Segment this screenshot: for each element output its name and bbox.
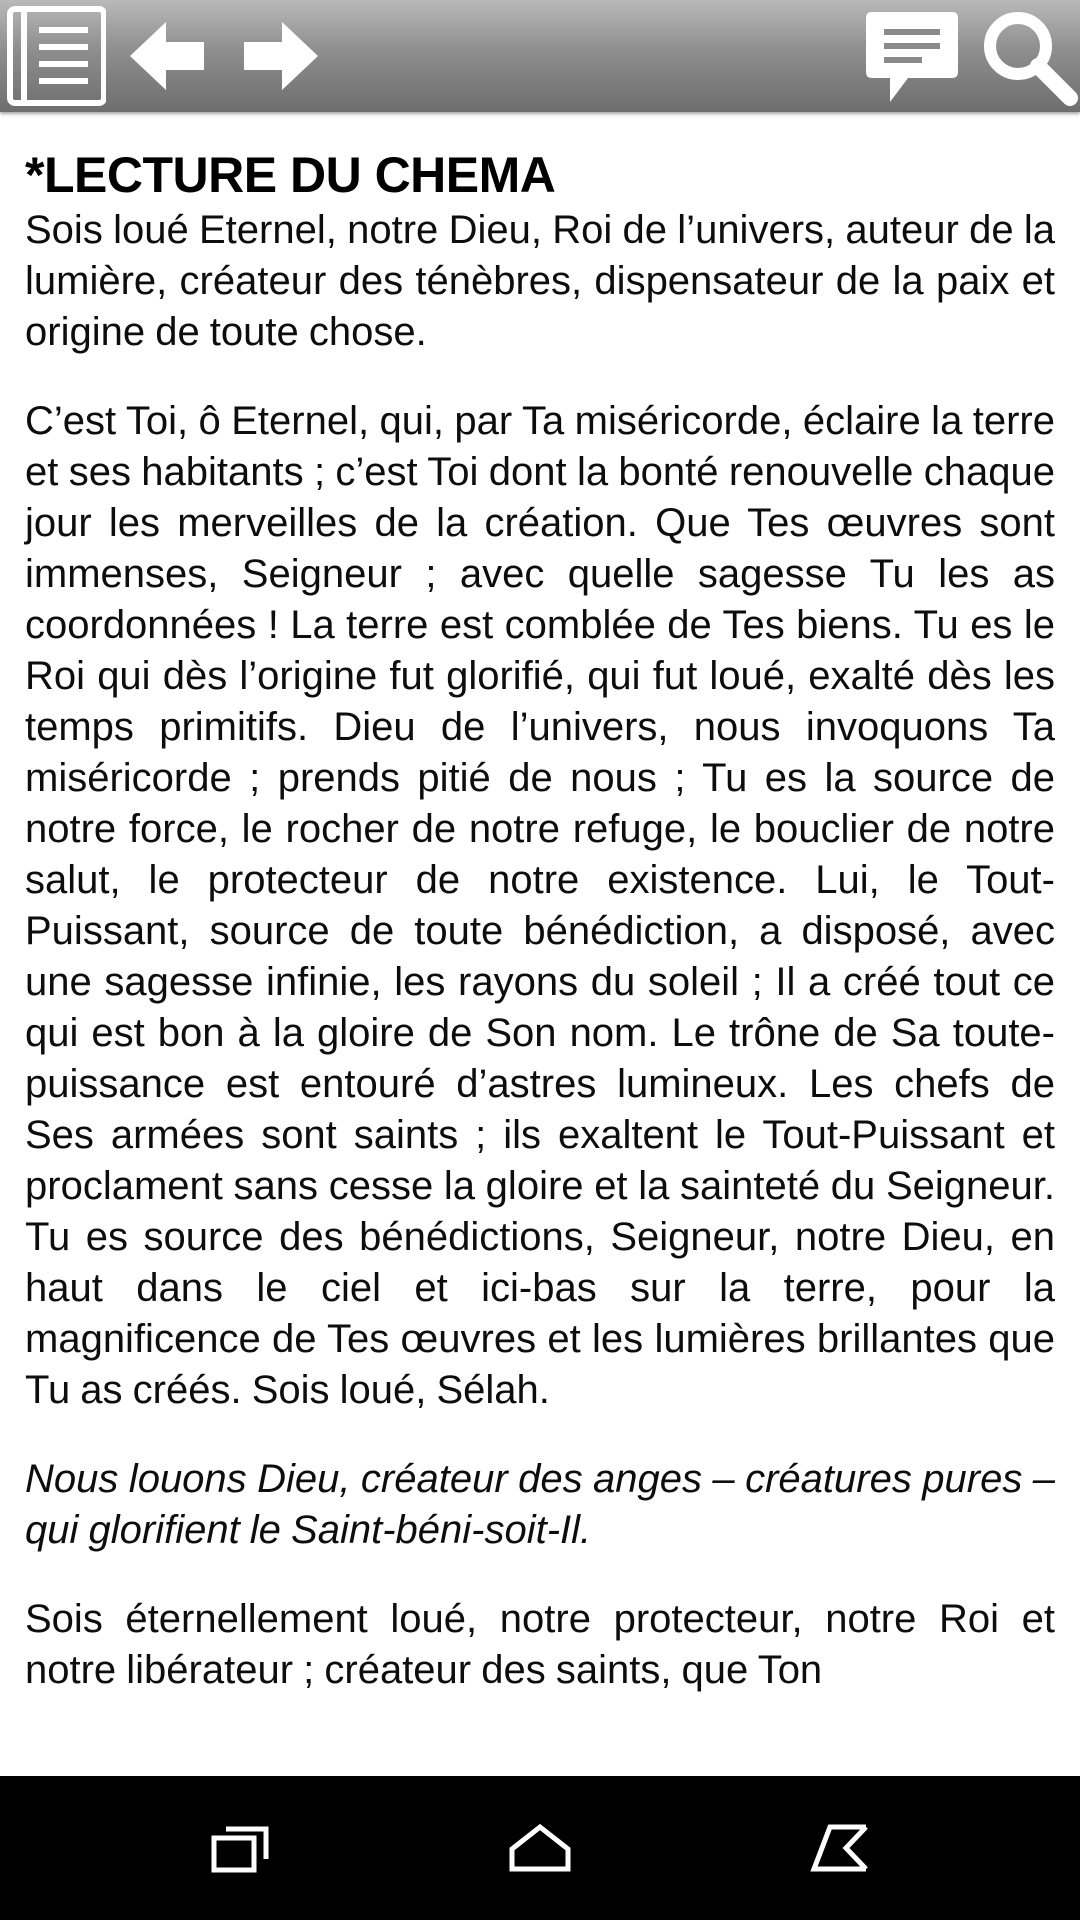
back-icon [810,1823,870,1873]
recent-apps-button[interactable] [180,1806,300,1890]
paragraph-4: Sois éternellement loué, notre protecteur, notre Roi et notre libérateur ; créateur des saints, que Ton [25,1597,1055,1692]
search-button[interactable] [978,6,1078,106]
arrow-right-icon [240,18,320,94]
back-button[interactable] [780,1806,900,1890]
paragraph-1: Sois loué Eternel, notre Dieu, Roi de l’univers, auteur de la lumière, créateur des ténèbres, dispensateur de la paix et origine de toute chose. [25,208,1055,354]
home-button[interactable] [480,1806,600,1890]
arrow-left-icon [128,18,208,94]
paragraph-2: C’est Toi, ô Eternel, qui, par Ta miséricorde, éclaire la terre et ses habitants ; c’est Toi dont la bonté renouvelle chaque jour les merveilles de la création. Que Tes œuvres sont immenses, Seigneur ; avec quelle sagesse Tu les as coordonnées ! La terre est comblée de Tes biens. Tu es le Roi qui dès l’origine fut glorifié, qui fut loué, exalté dès les temps primitifs. Dieu de l’univers, nous invoquons Ta miséricorde ; prends pitié de nous ; Tu es la source de notre force, le rocher de notre refuge, le bouclier de notre salut, le protecteur de notre existence. Lui, le Tout-Puissant, source de toute bénédiction, a disposé, avec une sagesse infinie, les rayons du soleil ; Il a créé tout ce qui est bon à la gloire de Son nom. Le trône de Sa toute-puissance est entouré d’astres lumineux. Les chefs de Ses armées sont saints ; ils exaltent le Tout-Puissant et proclament sans cesse la gloire et la sainteté du Seigneur. Tu es source des bénédictions, Seigneur, notre Dieu, en haut dans le ciel et ici-bas sur la terre, pour la magnificence de Tes œuvres et les lumières brillantes que Tu as créés. Sois loué, Sélah. [25,399,1055,1412]
home-icon [508,1823,572,1873]
paragraph-3-italic: Nous louons Dieu, créateur des anges – créatures pures – qui glorifient le Saint-béni-soit-Il. [25,1457,1055,1552]
previous-page-button[interactable] [128,18,208,94]
recent-apps-icon [210,1823,270,1873]
system-navigation-bar [0,1776,1080,1920]
table-of-contents-icon [6,6,106,106]
reading-content[interactable] [0,112,1080,1776]
article-title: *LECTURE DU CHEMA [25,147,556,203]
next-page-button[interactable] [240,18,320,94]
comments-button[interactable] [862,6,962,106]
top-toolbar [0,0,1080,112]
article [0,112,1080,1696]
comment-icon [862,6,962,106]
table-of-contents-button[interactable] [6,6,106,106]
search-icon [978,6,1078,106]
